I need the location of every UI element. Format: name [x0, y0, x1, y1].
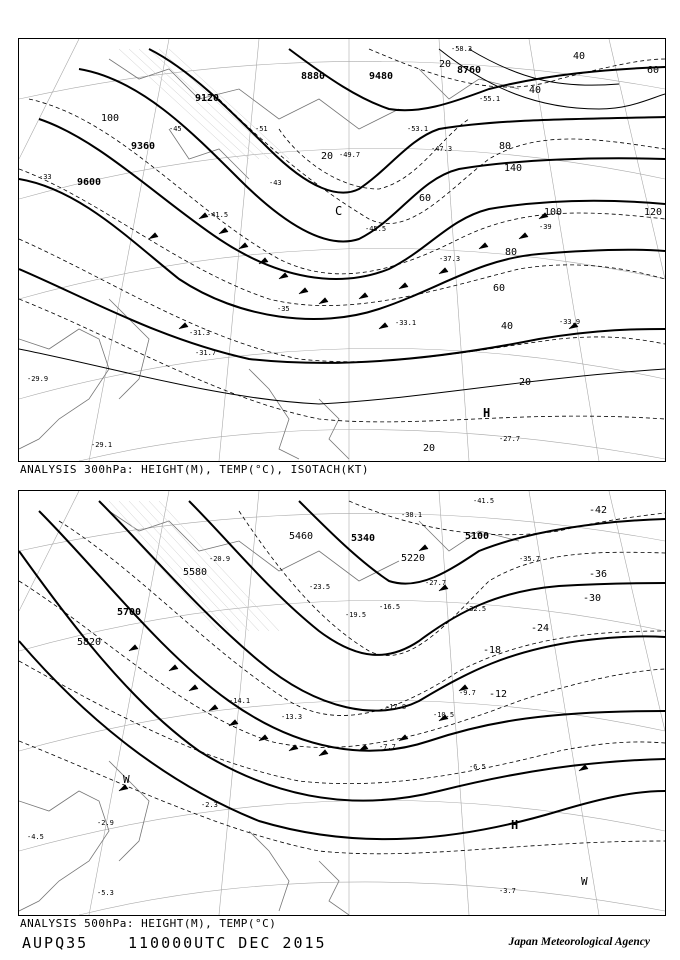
warm-center: W: [123, 773, 130, 786]
height-label: 5100: [465, 531, 490, 542]
chart-id: AUPQ35: [22, 934, 89, 952]
temp-label: -23.5: [309, 583, 331, 591]
caption-300hpa: ANALYSIS 300hPa: HEIGHT(M), TEMP(°C), ISOTACH(KT): [20, 463, 370, 476]
temp-label: -5.3: [97, 889, 114, 897]
temp-label: -31.7: [195, 349, 217, 357]
temp-label: -7.7: [379, 743, 396, 751]
isotach-label: 20: [519, 377, 532, 388]
isotherm-label: -12: [489, 689, 508, 700]
isotach-label: 60: [419, 193, 432, 204]
graticule: [19, 39, 665, 461]
cold-center-label: C: [335, 204, 343, 218]
isotherm-label: -42: [589, 505, 608, 516]
temp-label: -32.5: [465, 605, 487, 613]
temp-label: -13.3: [281, 713, 303, 721]
high-pressure-center: H: [511, 818, 519, 832]
isotherm-label: -18: [483, 645, 502, 656]
temp-label: -41.5: [207, 211, 229, 219]
temp-label: -29.1: [91, 441, 113, 449]
map-500hpa-svg: [19, 491, 665, 915]
temp-label: -29.9: [27, 375, 49, 383]
valid-time: 110000UTC DEC 2015: [128, 934, 327, 952]
wind-barbs: [149, 213, 581, 329]
temp-label: -38.1: [401, 511, 423, 519]
temp-label: -6.5: [469, 763, 486, 771]
temp-label: -47.3: [431, 145, 453, 153]
warm-center: W: [581, 875, 588, 888]
height-label: 9600: [77, 177, 102, 188]
isotach-label: 100: [101, 113, 120, 124]
temp-label: -17.8: [385, 703, 407, 711]
temp-label: -51: [255, 125, 268, 133]
analysis-300hpa-map: [18, 38, 666, 462]
temp-label: -14.1: [229, 697, 251, 705]
isotach-label: 20: [321, 151, 334, 162]
isotach-label: 20: [439, 59, 452, 70]
temp-label: -4.5: [27, 833, 44, 841]
isotherm-label: -36: [589, 569, 608, 580]
isotherm-label: -24: [531, 623, 550, 634]
temp-label: -35: [277, 305, 290, 313]
height-label: 5700: [117, 607, 142, 618]
isotherms: [19, 49, 665, 422]
temp-label: -33.1: [395, 319, 417, 327]
isotach-label: 40: [573, 51, 586, 62]
height-label: 9480: [369, 71, 394, 82]
height-label: 5580: [183, 567, 208, 578]
temp-label: -19.5: [345, 611, 367, 619]
temp-label: -33: [39, 173, 52, 181]
temp-label: -35.7: [519, 555, 541, 563]
temp-label: -9.7: [459, 689, 476, 697]
temp-label: -10.5: [433, 711, 455, 719]
isotach-label: 40: [501, 321, 514, 332]
isotach-label: 100: [544, 207, 563, 218]
temp-label: -2.9: [97, 819, 114, 827]
temp-label: -3.7: [499, 887, 516, 895]
caption-500hpa: ANALYSIS 500hPa: HEIGHT(M), TEMP(°C): [20, 917, 277, 930]
height-label: 8760: [457, 65, 482, 76]
temp-label: -49.7: [339, 151, 361, 159]
isotach-label: 120: [644, 207, 663, 218]
height-label: 5340: [351, 533, 376, 544]
height-label: 9360: [131, 141, 156, 152]
temp-label: -31.3: [189, 329, 211, 337]
height-label: 5220: [401, 553, 426, 564]
height-label: 9120: [195, 93, 220, 104]
temp-label: -16.5: [379, 603, 401, 611]
temp-label: -45.5: [365, 225, 387, 233]
temp-label: -2.3: [201, 801, 218, 809]
height-label: 8880: [301, 71, 326, 82]
temp-label: -41.5: [473, 497, 495, 505]
temp-label: -55.1: [479, 95, 501, 103]
analysis-500hpa-map: [18, 490, 666, 916]
temp-label: -33.9: [559, 318, 581, 326]
temp-label: -20.9: [209, 555, 231, 563]
height-label: 5820: [77, 637, 102, 648]
temp-label: -39: [539, 223, 552, 231]
temp-label: -27.7: [499, 435, 521, 443]
isotach-label: 40: [529, 85, 542, 96]
temp-label: -43: [269, 179, 282, 187]
isotherm-label: -30: [583, 593, 602, 604]
agency-name: Japan Meteorological Agency: [508, 936, 650, 948]
high-pressure-center: H: [483, 406, 491, 420]
height-contours: [19, 501, 665, 839]
height-label: 5460: [289, 531, 314, 542]
isotach-label: 60: [647, 65, 660, 76]
temp-label: -58.3: [451, 45, 473, 53]
isotach-label: 20: [423, 443, 436, 454]
temp-label: -37.3: [439, 255, 461, 263]
isotach-label: 140: [504, 163, 523, 174]
temp-label: -27.7: [425, 579, 447, 587]
temp-label: -53.1: [407, 125, 429, 133]
map-300hpa-svg: [19, 39, 665, 461]
isotach-label: 80: [499, 141, 512, 152]
isotach-label: 80: [505, 247, 518, 258]
temp-label: -45: [169, 125, 182, 133]
isotach-label: 60: [493, 283, 506, 294]
graticule: [19, 491, 665, 915]
